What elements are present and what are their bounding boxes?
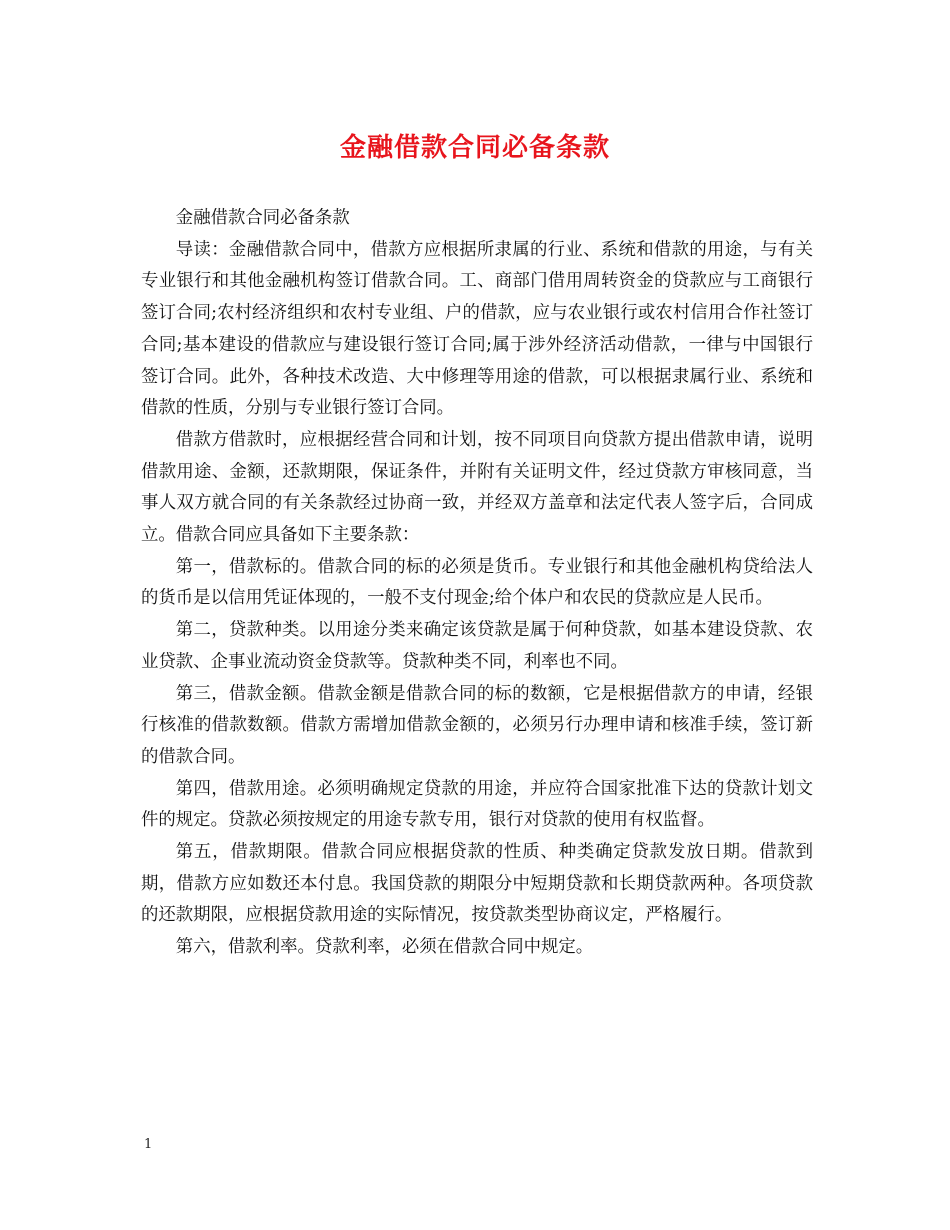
paragraph-clause-5: 第五，借款期限。借款合同应根据贷款的性质、种类确定贷款发放日期。借款到期，借款方应如数还本付息。我国贷款的期限分中短期贷款和长期贷款两种。各项贷款的还款期限，应根据贷款用途的实际情况，按贷款类型协商议定，严格履行。 xyxy=(141,842,813,926)
paragraph-application: 借款方借款时，应根据经营合同和计划，按不同项目向贷款方提出借款申请，说明借款用途、金额，还款期限，保证条件，并附有关证明文件，经过贷款方审核同意，当事人双方就合同的有关条款经过协商一致，并经双方盖章和法定代表人签字后，合同成立。借款合同应具备如下主要条款： xyxy=(141,429,813,546)
document-body xyxy=(141,203,813,964)
paragraph-intro: 导读：金融借款合同中，借款方应根据所隶属的行业、系统和借款的用途，与有关专业银行和其他金融机构签订借款合同。工、商部门借用周转资金的贷款应与工商银行签订合同;农村经济组织和农村专业组、户的借款，应与农业银行或农村信用合作社签订合同;基本建设的借款应与建设银行签订合同;属于涉外经济活动借款，一律与中国银行签订合同。此外，各种技术改造、大中修理等用途的借款，可以根据隶属行业、系统和借款的性质，分别与专业银行签订合同。 xyxy=(141,239,813,419)
paragraph-heading: 金融借款合同必备条款 xyxy=(175,208,350,228)
page-number: 1 xyxy=(144,1137,153,1152)
paragraph-clause-4: 第四，借款用途。必须明确规定贷款的用途，并应符合国家批准下达的贷款计划文件的规定。贷款必须按规定的用途专款专用，银行对贷款的使用有权监督。 xyxy=(141,778,813,831)
paragraph-clause-3: 第三，借款金额。借款金额是借款合同的标的数额，它是根据借款方的申请，经银行核准的借款数额。借款方需增加借款金额的，必须另行办理申请和核准手续，签订新的借款合同。 xyxy=(141,683,813,767)
paragraph-clause-2: 第二，贷款种类。以用途分类来确定该贷款是属于何种贷款，如基本建设贷款、农业贷款、企事业流动资金贷款等。贷款种类不同，利率也不同。 xyxy=(141,620,813,672)
document-title: 金融借款合同必备条款 xyxy=(339,133,610,163)
paragraph-clause-6: 第六，借款利率。贷款利率，必须在借款合同中规定。 xyxy=(175,937,594,958)
paragraph-clause-1: 第一，借款标的。借款合同的标的必须是货币。专业银行和其他金融机构贷给法人的货币是以信用凭证体现的，一般不支付现金;给个体户和农民的贷款应是人民币。 xyxy=(141,556,813,609)
